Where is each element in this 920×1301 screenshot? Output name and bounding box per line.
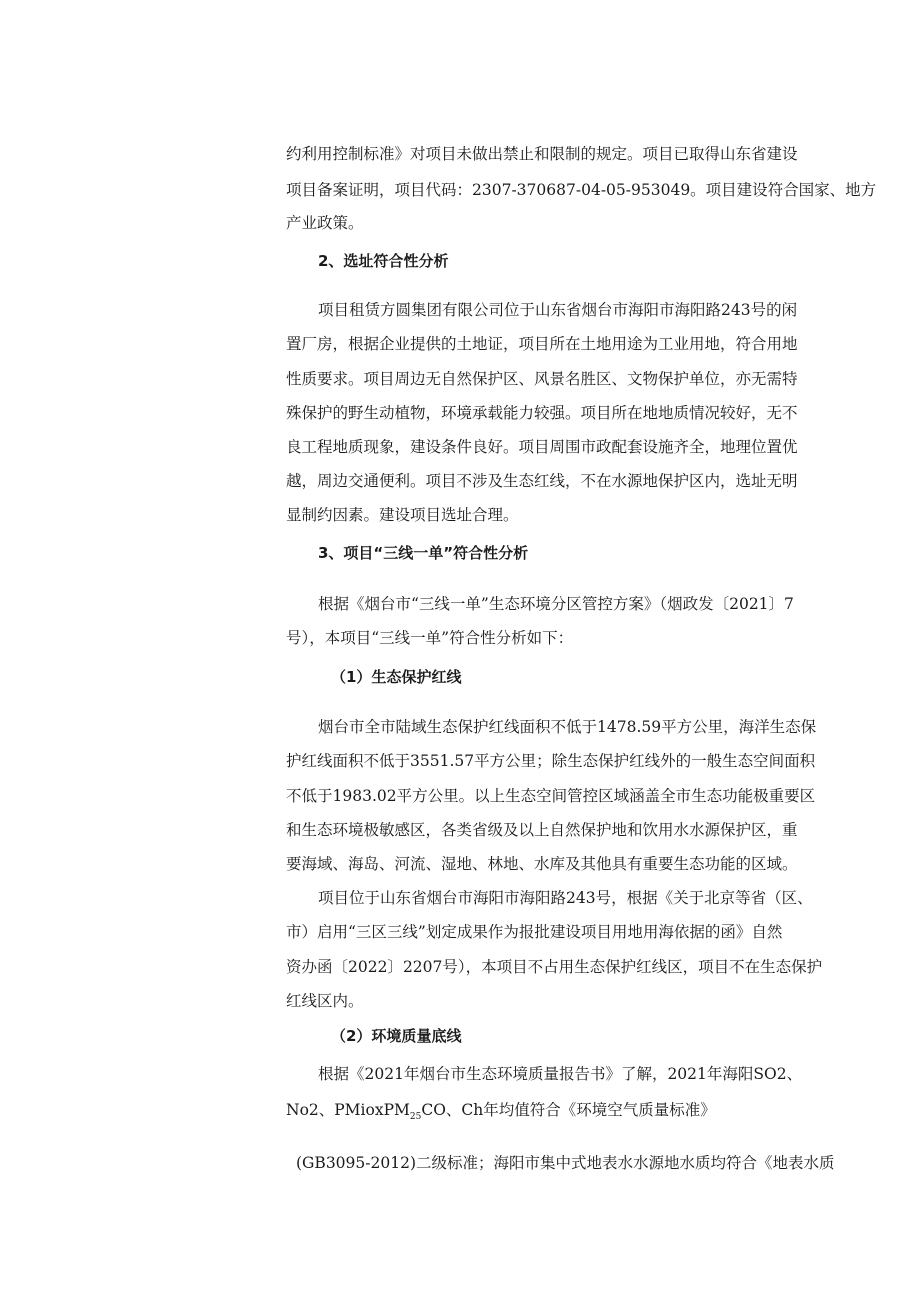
para-6-line-2-subscript: 25 <box>409 1112 422 1123</box>
para-4-line-1: 烟台市全市陆域生态保护红线面积不低于1478.59平方公里，海洋生态保 <box>318 718 817 736</box>
para-5-line-3: 资办函〔2022〕2207号），本项目不占用生态保护红线区，项目不在生态保护 <box>286 958 823 976</box>
para-2-line-7: 显制约因素。建设项目选址合理。 <box>286 506 519 524</box>
para-2-line-1: 项目租赁方圆集团有限公司位于山东省烟台市海阳市海阳路243号的闲 <box>318 301 798 319</box>
para-1-line-3: 产业政策。 <box>286 214 364 232</box>
para-3-line-2: 号），本项目“三线一单”符合性分析如下： <box>286 629 574 647</box>
heading-environmental-quality: （2）环境质量底线 <box>331 1027 462 1045</box>
para-4-line-3: 不低于1983.02平方公里。以上生态空间管控区域涵盖全市生态功能极重要区 <box>286 787 816 805</box>
para-4-line-2: 护红线面积不低于3551.57平方公里；除生态保护红线外的一般生态空间面积 <box>286 752 816 770</box>
para-6-line-2-part-b: CO、Ch年均值符合《环境空气质量标准》 <box>421 1101 716 1119</box>
para-2-line-4: 殊保护的野生动植物，环境承载能力较强。项目所在地地质情况较好，无不 <box>286 404 798 422</box>
para-6-line-3: (GB3095-2012)二级标准；海阳市集中式地表水水源地水质均符合《地表水质 <box>296 1154 835 1172</box>
para-6-line-2-part-a: No2、PMioxPM <box>286 1101 410 1119</box>
para-5-line-4: 红线区内。 <box>286 992 364 1010</box>
para-4-line-5: 要海域、海岛、河流、湿地、林地、水库及其他具有重要生态功能的区域。 <box>286 855 798 873</box>
para-2-line-2: 置厂房，根据企业提供的土地证，项目所在土地用途为工业用地，符合用地 <box>286 335 798 353</box>
para-1-line-2: 项目备案证明，项目代码：2307-370687-04-05-953049。项目建设符合国家、地方 <box>286 181 877 199</box>
para-3-line-1: 根据《烟台市“三线一单”生态环境分区管控方案》（烟政发〔2021〕7 <box>318 595 794 613</box>
heading-site-selection: 2、选址符合性分析 <box>318 252 449 270</box>
para-2-line-5: 良工程地质现象，建设条件良好。项目周围市政配套设施齐全，地理位置优 <box>286 438 798 456</box>
para-2-line-3: 性质要求。项目周边无自然保护区、风景名胜区、文物保护单位，亦无需特 <box>286 370 798 388</box>
para-4-line-4: 和生态环境极敏感区，各类省级及以上自然保护地和饮用水水源保护区，重 <box>286 821 798 839</box>
heading-ecological-redline: （1）生态保护红线 <box>331 668 462 686</box>
para-6-line-2 <box>286 1100 716 1127</box>
para-5-line-1: 项目位于山东省烟台市海阳市海阳路243号，根据《关于北京等省（区、 <box>318 889 813 907</box>
para-1-line-1: 约利用控制标准》对项目未做出禁止和限制的规定。项目已取得山东省建设 <box>286 145 798 163</box>
para-6-line-1: 根据《2021年烟台市生态环境质量报告书》了解，2021年海阳SO2、 <box>318 1065 803 1083</box>
para-5-line-2: 市）启用“三区三线”划定成果作为报批建设项目用地用海依据的函》自然 <box>286 923 783 941</box>
para-2-line-6: 越，周边交通便利。项目不涉及生态红线，不在水源地保护区内，选址无明 <box>286 472 798 490</box>
heading-three-lines: 3、项目“三线一单”符合性分析 <box>318 544 529 562</box>
